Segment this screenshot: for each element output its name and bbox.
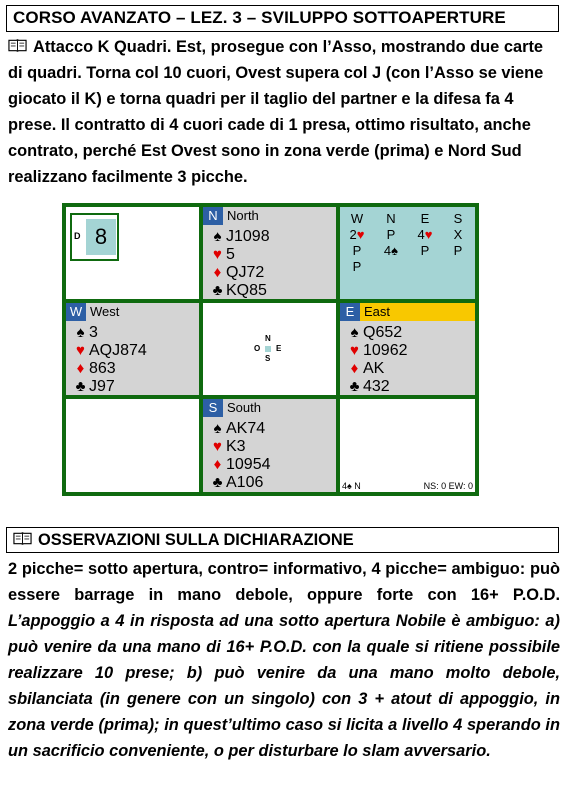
table-center [203, 303, 336, 395]
east-hearts: ♥ 10962 [346, 341, 408, 360]
dealer-box [70, 213, 119, 261]
compass-south: S [265, 354, 271, 363]
compass-east: E [276, 344, 282, 353]
north-name: North [227, 208, 259, 223]
intro-paragraph [8, 34, 560, 190]
board-number: 8 [86, 219, 116, 255]
open-book-icon [8, 38, 27, 53]
observations-header [6, 527, 559, 553]
dealer-label: D [74, 231, 81, 241]
bidding-header: W N E S [350, 211, 463, 226]
south-hand [203, 399, 336, 492]
spade-icon: ♠ [76, 324, 85, 341]
page-title: CORSO AVANZATO – LEZ. 3 – SVILUPPO SOTTOAPERTURE [13, 8, 506, 27]
west-header [66, 303, 119, 321]
south-name: South [227, 400, 261, 415]
south-diamonds: ♦ 10954 [209, 455, 271, 474]
compass-north: N [265, 334, 271, 343]
bidding-row: P 4♠ P P [352, 243, 463, 258]
west-hearts: ♥ AQJ874 [72, 341, 147, 360]
club-icon: ♣ [349, 378, 360, 395]
board-info [66, 207, 199, 299]
diamond-icon: ♦ [213, 456, 222, 473]
diamond-icon: ♦ [76, 360, 85, 377]
bidding-row: P [352, 259, 362, 274]
east-diamonds: ♦ AK [346, 359, 384, 378]
intro-text: Attacco K Quadri. Est, prosegue con l’Asso, mostrando due carte di quadri. Torna col 10 cuori, Ovest supera col J (con l’Asso se viene giocato il K) e torna quadri per il taglio del partner e la difesa fa 4 prese. Il contratto di 4 cuori cade di 1 presa, ottimo risultato, anche contrato, perché Est Ovest sono in zona verde (prima) e Nord Sud realizzano facilmente 3 picche. [8, 38, 544, 186]
north-spades: ♠ J1098 [209, 227, 270, 246]
east-name: East [364, 304, 391, 319]
north-tag: N [203, 207, 223, 225]
east-clubs: ♣ 432 [346, 377, 390, 396]
bridge-diagram [62, 203, 479, 496]
east-header [340, 303, 475, 321]
compass-west: O [254, 344, 261, 353]
page-header [6, 5, 559, 32]
east-tag: E [340, 303, 360, 321]
score: NS: 0 EW: 0 [423, 481, 473, 491]
observations-title: OSSERVAZIONI SULLA DICHIARAZIONE [38, 531, 354, 549]
spade-icon: ♠ [350, 324, 359, 341]
west-clubs: ♣ J97 [72, 377, 115, 396]
north-hand [203, 207, 336, 299]
bidding-row: 2♥ P 4♥ X [349, 227, 463, 242]
heart-icon: ♥ [213, 246, 222, 263]
west-tag: W [66, 303, 86, 321]
result-box [340, 399, 475, 492]
final-contract: 4♠ N [342, 481, 361, 491]
south-spades: ♠ AK74 [209, 419, 265, 438]
heart-icon: ♥ [76, 342, 85, 359]
bidding-box [340, 207, 475, 299]
north-diamonds: ♦ QJ72 [209, 263, 264, 282]
diamond-icon: ♦ [350, 360, 359, 377]
diamond-icon: ♦ [213, 264, 222, 281]
east-hand [340, 303, 475, 395]
east-spades: ♠ Q652 [346, 323, 402, 342]
south-header [203, 399, 261, 417]
observations-paragraph [8, 556, 560, 764]
south-tag: S [203, 399, 223, 417]
open-book-icon [13, 531, 32, 546]
club-icon: ♣ [75, 378, 86, 395]
west-spades: ♠ 3 [72, 323, 98, 342]
west-diamonds: ♦ 863 [72, 359, 116, 378]
compass [253, 331, 285, 367]
empty-corner [66, 399, 199, 492]
north-hearts: ♥ 5 [209, 245, 235, 264]
observations-italic-text: L’appoggio a 4 in risposta ad una sotto apertura Nobile è ambiguo: a) può venire da una mano di 16+ P.O.D. con la quale si ritiene possibile realizzare 10 prese; b) può venire da una mano molto debole, sbilanciata (in genere con un singolo) con 3 + atout di appoggio, in zona verde (prima); in quest’ultimo caso si licita a livello 4 sperando in un sacrificio conveniente, o per disturbare lo slam avversario. [8, 612, 560, 760]
spade-icon: ♠ [213, 228, 222, 245]
club-icon: ♣ [212, 282, 223, 299]
compass-center [265, 346, 271, 352]
observations-text: 2 picche= sotto apertura, contro= informativo, 4 picche= ambiguo: può essere barrage in mano debole, oppure forte con 16+ P.O.D. [8, 560, 560, 604]
south-clubs: ♣ A106 [209, 473, 263, 492]
north-header [203, 207, 259, 225]
north-clubs: ♣ KQ85 [209, 281, 267, 300]
west-hand [66, 303, 199, 395]
south-hearts: ♥ K3 [209, 437, 246, 456]
heart-icon: ♥ [350, 342, 359, 359]
club-icon: ♣ [212, 474, 223, 491]
spade-icon: ♠ [213, 420, 222, 437]
west-name: West [90, 304, 120, 319]
heart-icon: ♥ [213, 438, 222, 455]
